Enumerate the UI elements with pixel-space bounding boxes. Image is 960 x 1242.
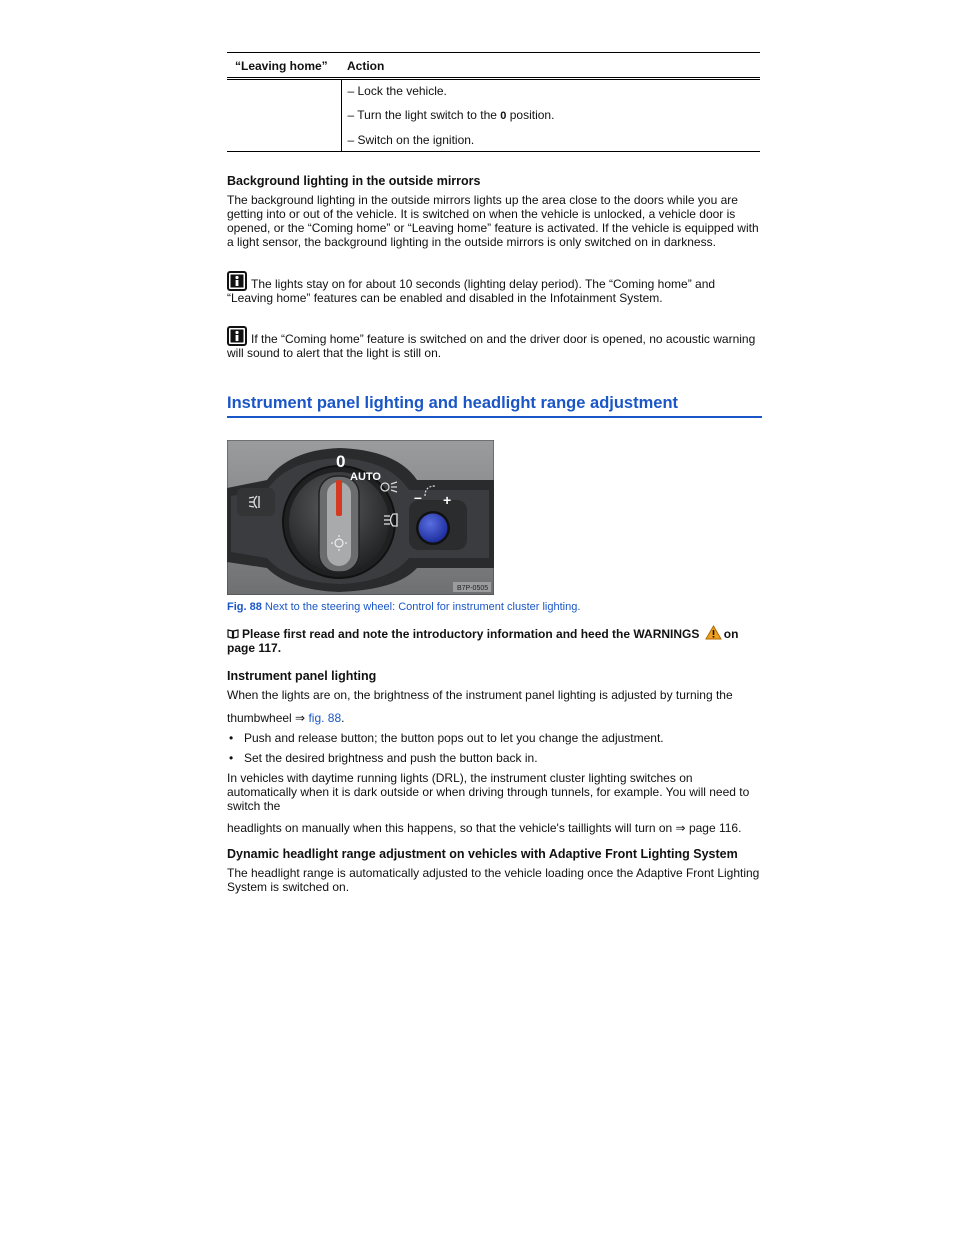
adjustment-steps-list xyxy=(227,731,762,765)
thumbwheel-button xyxy=(419,514,448,543)
panel-lighting-p1: When the lights are on, the brightness of the instrument panel lighting is adjusted by turning the xyxy=(227,688,733,702)
warning-icon xyxy=(705,625,722,640)
table-header-row xyxy=(227,53,760,79)
panel-lighting-p2-end: . xyxy=(341,711,345,725)
table-header-leaving-home: “Leaving home” xyxy=(235,59,328,73)
switch-label-auto: AUTO xyxy=(350,471,381,483)
light-switch-zero: 0 xyxy=(500,110,507,122)
bg-lighting-heading: Background lighting in the outside mirrors xyxy=(227,174,481,188)
note-1 xyxy=(227,271,762,305)
action-light-switch xyxy=(348,108,755,123)
list-item: • Set the desired brightness and push the button back in. xyxy=(227,751,762,765)
info-icon xyxy=(227,271,247,291)
switch-label-zero: 0 xyxy=(336,452,346,471)
section-title: Instrument panel lighting and headlight range adjustment xyxy=(227,394,762,418)
panel-lighting-heading: Instrument panel lighting xyxy=(227,669,377,683)
action-light-switch-text: – Turn the light switch to the xyxy=(347,108,497,122)
table-row xyxy=(227,79,760,152)
read-first-notice xyxy=(227,625,762,655)
info-icon xyxy=(227,326,247,346)
figure-caption xyxy=(227,601,762,613)
action-light-switch-tail: position. xyxy=(509,108,555,122)
figure-code: B7P-0505 xyxy=(457,585,489,592)
action-lock: – Lock the vehicle. xyxy=(347,84,447,98)
thumbwheel-minus-label: – xyxy=(414,489,422,505)
leaving-home-table xyxy=(227,52,760,152)
list-item: • Push and release button; the button pops out to let you change the adjustment. xyxy=(227,731,762,745)
read-first-tail: on page 117. xyxy=(227,627,739,655)
read-first-text: Please first read and note the introductory information and heed the WARNINGS xyxy=(242,627,700,641)
page-content xyxy=(227,52,762,900)
note-2 xyxy=(227,326,762,360)
fig-88-link[interactable]: fig. 88 xyxy=(308,711,342,725)
figure-caption-number: Fig. 88 xyxy=(227,601,262,613)
panel-lighting-p2 xyxy=(227,711,762,725)
note-1-text: The lights stay on for about 10 seconds (lighting delay period). The “Coming home” and “Leaving home” features can be enabled and disabled in the Infotainment System. xyxy=(227,277,716,305)
light-switch-illustration xyxy=(227,440,494,595)
action-ignition: – Switch on the ignition. xyxy=(347,133,475,147)
book-icon xyxy=(227,629,239,639)
note-2-text: If the “Coming home” feature is switched on and the driver door is opened, no acoustic warning will sound to alert that the light is still on. xyxy=(227,332,756,360)
dynamic-headlight-paragraph: The headlight range is automatically adjusted to the vehicle loading once the Adaptive Front Lighting System is switched on. xyxy=(227,866,760,894)
figure-light-switch xyxy=(227,440,494,595)
table-header-action: Action xyxy=(347,59,385,73)
dynamic-headlight-heading: Dynamic headlight range adjustment on vehicles with Adaptive Front Lighting System xyxy=(227,847,738,861)
panel-lighting-p2-start: thumbwheel ⇒ xyxy=(227,711,306,725)
table-cell-empty xyxy=(227,79,341,152)
panel-lighting-p3: In vehicles with daytime running lights (DRL), the instrument cluster lighting switches on automatically when it is dark outside or when driving through tunnels, for example. You will need to switch the xyxy=(227,771,750,813)
table-cell-actions xyxy=(341,79,760,152)
figure-caption-text: Next to the steering wheel: Control for instrument cluster lighting. xyxy=(264,601,581,613)
panel-lighting-p4: headlights on manually when this happens, so that the vehicle's taillights will turn on ⇒ page 116. xyxy=(227,821,742,835)
thumbwheel-plus-label: + xyxy=(443,492,452,508)
bg-lighting-paragraph: The background lighting in the outside mirrors lights up the area close to the doors while you are getting into or out of the vehicle. It is switched on when the vehicle is unlocked, a vehicle door is opened, or the “Coming home” or “Leaving home” feature is activated. If the vehicle is equipped with a light sensor, the background lighting in the outside mirrors is only switched on in darkness. xyxy=(227,193,759,249)
